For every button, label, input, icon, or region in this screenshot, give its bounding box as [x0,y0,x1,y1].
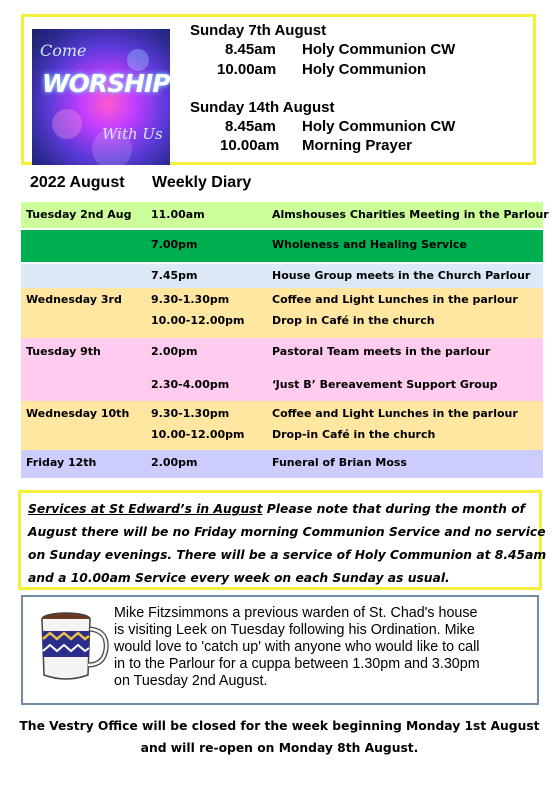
sunday1-time-1: 8.45am [225,41,276,58]
mike-line-4: in to the Parlour for a cuppa between 1.30pm and 3.30pm [114,656,480,672]
diary-event: ‘Just B’ Bereavement Support Group [272,378,498,391]
image-come-text: Come [40,41,87,60]
diary-row [21,264,543,288]
diary-row [21,450,543,478]
diary-time: 9.30-1.30pm [151,407,230,420]
notice-line-3: on Sunday evenings. There will be a service of Holy Communion at 8.45am [28,548,547,562]
diary-time: 7.45pm [151,269,198,282]
sunday1-service-2: Holy Communion [302,61,427,78]
sunday2-service-1: Holy Communion CW [302,118,456,135]
sunday1-service-1: Holy Communion CW [302,41,456,58]
diary-event: Drop in Café in the church [272,314,435,327]
diary-time: 2.00pm [151,456,198,469]
vestry-notice-line-1: The Vestry Office will be closed for the week beginning Monday 1st August [19,719,540,733]
diary-day: Friday 12th [26,456,97,469]
sunday1-time-2: 10.00am [217,61,277,78]
diary-time: 10.00-12.00pm [151,314,245,327]
diary-event: Funeral of Brian Moss [272,456,407,469]
diary-time: 9.30-1.30pm [151,293,230,306]
diary-event: Coffee and Light Lunches in the parlour [272,293,518,306]
image-with-us-text: With Us [102,125,163,143]
mike-line-1: Mike Fitzsimmons a previous warden of St. Chad's house [114,605,478,621]
diary-event: Coffee and Light Lunches in the parlour [272,407,518,420]
diary-row [21,338,543,401]
diary-event: Pastoral Team meets in the parlour [272,345,491,358]
st-edwards-notice [18,490,547,590]
mike-line-2: is visiting Leek on Tuesday following his Ordination. Mike [114,622,475,638]
notice-line-1 [28,502,525,516]
diary-event: Wholeness and Healing Service [272,238,467,251]
notice-line-2: August there will be no Friday morning Communion Service and no service [28,525,546,539]
come-worship-image [32,29,170,165]
diary-time: 2.00pm [151,345,198,358]
sunday2-heading: Sunday 14th August [190,99,335,116]
mike-notice [21,595,539,705]
diary-day: Tuesday 2nd Aug [26,208,132,221]
diary-day: Wednesday 3rd [26,293,122,306]
diary-time: 10.00-12.00pm [151,428,245,441]
notice-line-1-rest: Please note that during the month of [262,502,526,516]
sunday2-time-1: 8.45am [225,118,276,135]
diary-month: 2022 August [30,174,125,191]
diary-time: 2.30-4.00pm [151,378,230,391]
image-worship-text: WORSHIP [42,69,170,98]
diary-row [21,288,543,338]
diary-row [21,202,549,228]
diary-event: Drop-in Café in the church [272,428,436,441]
diary-row [21,230,543,262]
sunday2-service-2: Morning Prayer [302,137,413,154]
diary-event: House Group meets in the Church Parlour [272,269,531,282]
mike-line-5: on Tuesday 2nd August. [114,673,268,689]
diary-event: Almshouses Charities Meeting in the Parlour [272,208,549,221]
notice-heading: Services at St Edward’s in August [28,502,263,516]
vestry-notice-line-2: and will re-open on Monday 8th August. [140,741,419,755]
diary-row [21,401,543,450]
diary-day: Wednesday 10th [26,407,130,420]
diary-day: Tuesday 9th [26,345,101,358]
diary-time: 11.00am [151,208,205,221]
diary-title: Weekly Diary [152,174,252,191]
notice-line-4: and a 10.00am Service every week on each Sunday as usual. [28,571,450,585]
sunday2-time-2: 10.00am [220,137,280,154]
mike-line-3: would love to 'catch up' with anyone who would like to call [114,639,480,655]
coffee-mug-icon [32,609,110,683]
sunday1-heading: Sunday 7th August [190,22,327,39]
diary-time: 7.00pm [151,238,198,251]
